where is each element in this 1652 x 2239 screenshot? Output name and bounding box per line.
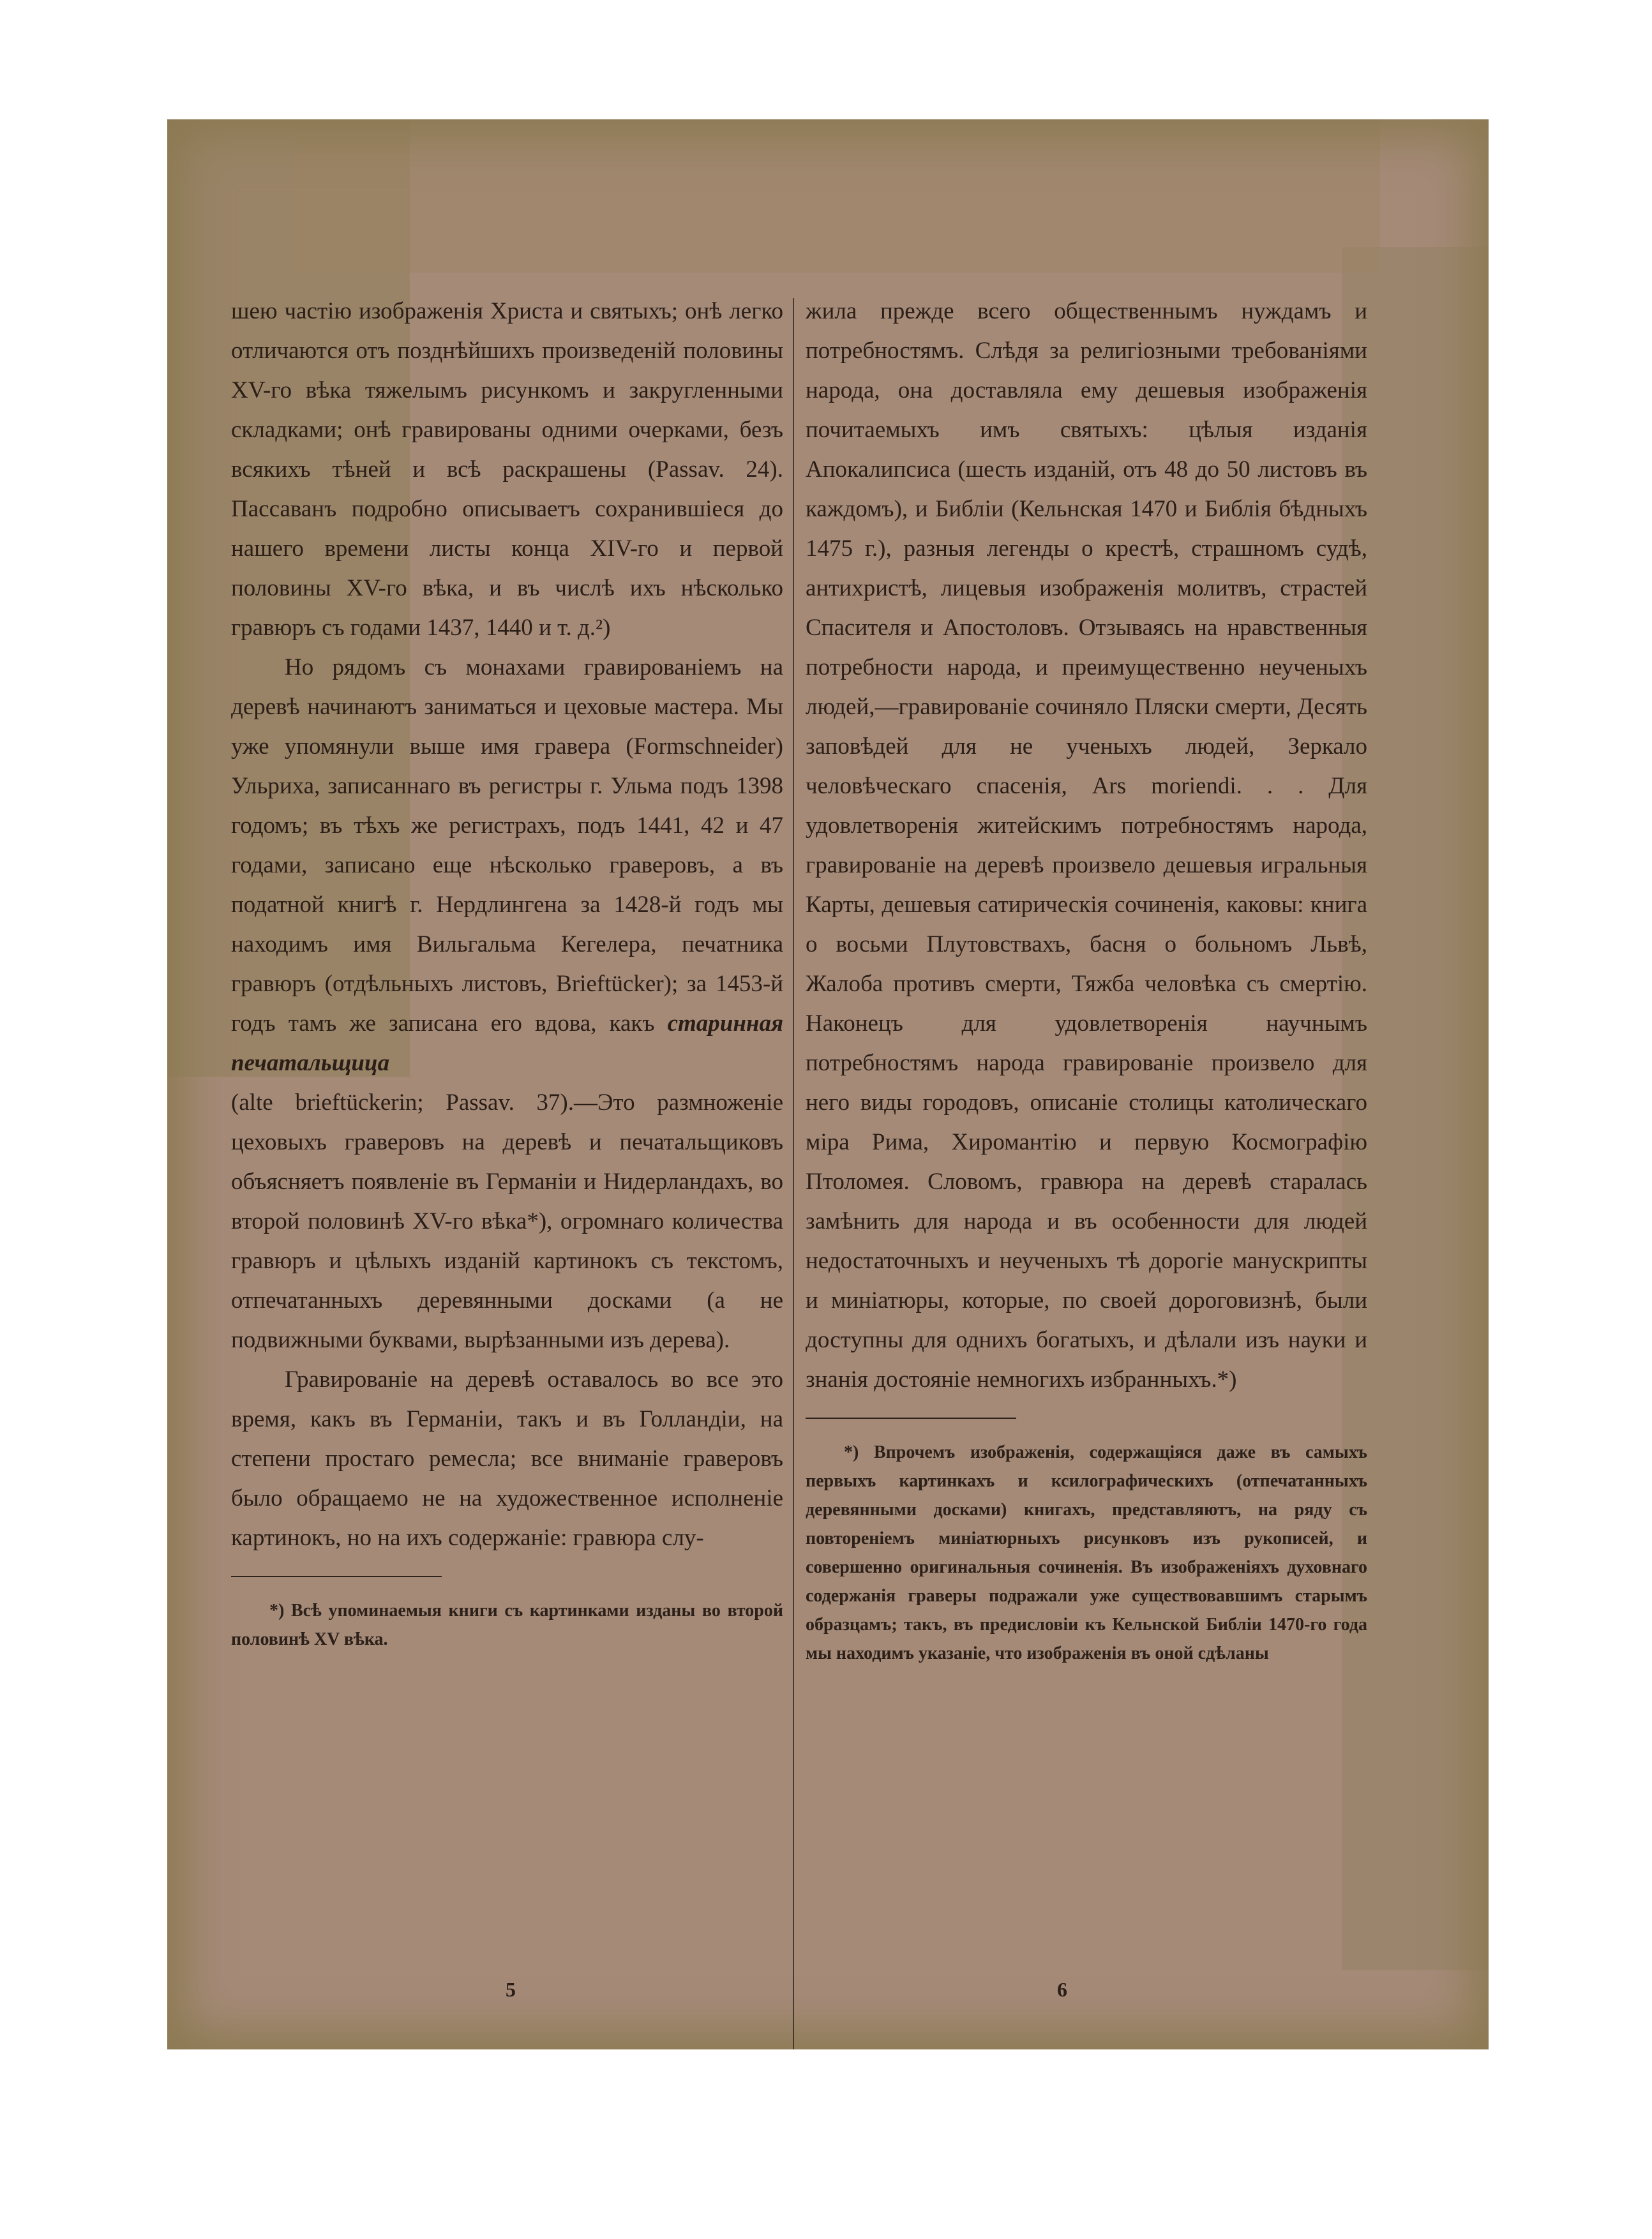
paragraph: Но рядомъ съ монахами гравированіемъ на деревѣ начинаютъ заниматься и цеховые мастера. Мы уже упомянули выше имя гравера (Formschneider) Ульриха, записаннаго въ регистры г. Ульма подъ 1398 годомъ; въ тѣхъ же регистрахъ, подъ 1441, 42 и 47 годами, записано еще нѣсколько граверовъ, а въ податной книгѣ г. Нердлингена за 1428-й годъ мы находимъ имя Вильгальма Кегелера, печатника гравюръ (отдѣльныхъ листовъ, Brieftücker); за 1453-й годъ тамъ же записана его вдова, какъ старинная печатальщица [231,654,783,1076]
footnote-text: *) Впрочемъ изображенія, содержащіяся даже въ самыхъ первыхъ картинкахъ и ксилографическихъ (отпечатанныхъ деревянными досками) книгахъ, представляютъ, на ряду съ повтореніемъ миніатюрныхъ рисунковъ изъ рукописей, и совершенно оригинальныя сочиненія. Въ изображеніяхъ духовнаго содержанія граверы подражали уже существовавшимъ старымъ образцамъ; такъ, въ предисловіи къ Кельнской Библіи 1470-го года мы находимъ указаніе, что изображенія въ оной сдѣланы [806,1442,1367,1663]
paragraph: жила прежде всего общественнымъ нуждамъ и потребностямъ. Слѣдя за религіозными требованіями народа, она доставляла ему дешевыя изображенія почитаемыхъ имъ святыхъ: цѣлыя изданія Апокалипсиса (шесть изданій, отъ 48 до 50 листовъ въ каждомъ), и Библіи (Кельнская 1470 и Библія бѣдныхъ 1475 г.), разныя легенды о крестѣ, страшномъ судѣ, антихристѣ, лицевыя изображенія молитвъ, страстей Спасителя и Апостоловъ. Отзываясь на нравственныя потребности народа, и преимущественно неученыхъ людей,—гравированіе сочиняло Пляски смерти, Десять заповѣдей для не ученыхъ людей, Зеркало человѣческаго спасенія, Ars moriendi. . . Для удовлетворенія житейскимъ потребностямъ народа, гравированіе на деревѣ произвело дешевыя игральныя Карты, дешевыя сатирическія сочиненія, каковы: книга о восьми Плутовствахъ, басня о больномъ Львѣ, Жалоба противъ смерти, Тяжба человѣка съ смертію. Наконецъ для удовлетворенія научнымъ потребностямъ народа гравированіе произвело для него виды городовъ, описаніе столицы католическаго міра Рима, Хиромантію и первую Космографію Птоломея. Словомъ, гравюра на деревѣ старалась замѣнить для народа и въ особенности для людей недостаточныхъ и неученыхъ тѣ дорогіе манускрипты и миніатюры, которые, по своей дороговизнѣ, были доступны для однихъ богатыхъ, и дѣлали изъ науки и знанія достояніе немногихъ избранныхъ.*) [806,298,1367,1393]
footnote [806,1438,1367,1668]
italic-phrase: старинная печатальщица [231,1010,783,1076]
footnote-rule [231,1576,442,1577]
page-number-left: 5 [506,1978,516,2001]
right-page-column [806,292,1367,1900]
page-number-right: 6 [1057,1978,1067,2001]
footnote-rule [806,1418,1016,1419]
footnote-text: *) Всѣ упоминаемыя книги съ картинками изданы во второй половинѣ XV вѣка. [231,1601,783,1649]
paragraph: (alte brieftückerin; Passav. 37).—Это размноженіе цеховыхъ граверовъ на деревѣ и печатальщиковъ объясняетъ появленіе въ Германіи и Нидерландахъ, во второй половинѣ XV-го вѣка*), огромнаго количества гравюръ и цѣлыхъ изданій картинокъ съ текстомъ, отпечатанныхъ деревянными досками (а не подвижными буквами, вырѣзанными изъ дерева). [231,1090,783,1353]
paragraph: шею частію изображенія Христа и святыхъ; онѣ легко отличаются отъ позднѣйшихъ произведеній половины XV-го вѣка тяжелымъ рисункомъ и закругленными складками; онѣ гравированы одними очерками, безъ всякихъ тѣней и всѣ раскрашены (Passav. 24). Пассаванъ подробно описываетъ сохранившіеся до нашего времени листы конца XIV-го и первой половины XV-го вѣка, и въ числѣ ихъ нѣсколько гравюръ съ годами 1437, 1440 и т. д.²) [231,298,783,641]
paragraph: Гравированіе на деревѣ оставалось во все это время, какъ въ Германіи, такъ и въ Голландіи, на степени простаго ремесла; все вниманіе граверовъ было обращаемо не на художественное исполненіе картинокъ, но на ихъ содержаніе: гравюра слу- [231,1367,783,1551]
footnote [231,1596,783,1654]
paper-stain [295,119,1380,273]
column-divider [793,298,794,2049]
scanned-book-spread [167,119,1489,2049]
left-page-column [231,292,783,1900]
